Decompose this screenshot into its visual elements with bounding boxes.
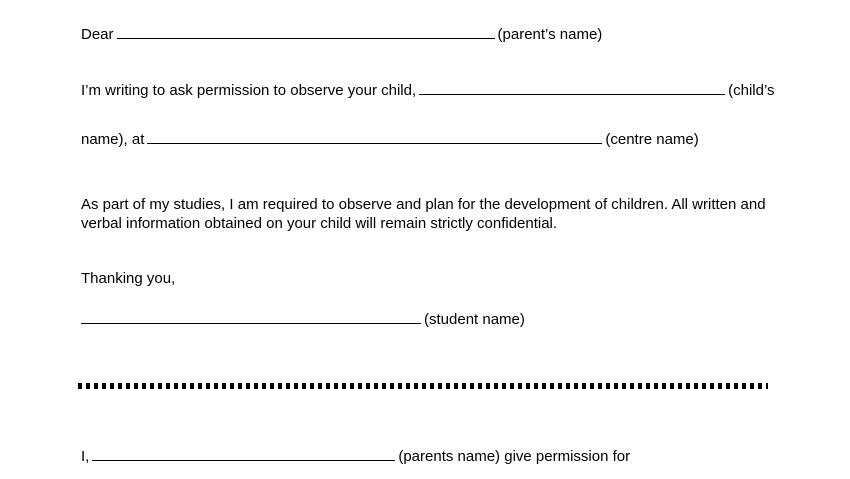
salutation-suffix: (parent’s name)	[497, 26, 603, 43]
student-name-field[interactable]	[81, 309, 421, 324]
closing: Thanking you,	[81, 270, 176, 287]
request-text: I’m writing to ask permission to observe your child,	[81, 82, 417, 99]
salutation-line	[81, 24, 602, 44]
salutation-prefix: Dear	[81, 26, 114, 43]
cut-line-divider	[78, 383, 768, 389]
permission-line	[81, 446, 630, 466]
parent-name-field[interactable]	[117, 24, 495, 39]
centre-prefix: name), at	[81, 131, 145, 148]
centre-name-field[interactable]	[147, 129, 602, 144]
child-name-field[interactable]	[419, 80, 725, 95]
body-paragraph: As part of my studies, I am required to observe and plan for the development of children. All written and verbal information obtained on your child will remain strictly confidential.	[81, 196, 766, 232]
permission-prefix: I,	[81, 448, 90, 465]
permission-suffix: (parents name) give permission for	[398, 448, 631, 465]
request-suffix: (child’s	[728, 82, 775, 99]
student-line	[81, 309, 525, 329]
parent-name-permission-field[interactable]	[92, 446, 395, 461]
student-suffix: (student name)	[424, 311, 525, 328]
centre-suffix: (centre name)	[605, 131, 699, 148]
request-line	[81, 80, 775, 100]
centre-line	[81, 129, 699, 149]
